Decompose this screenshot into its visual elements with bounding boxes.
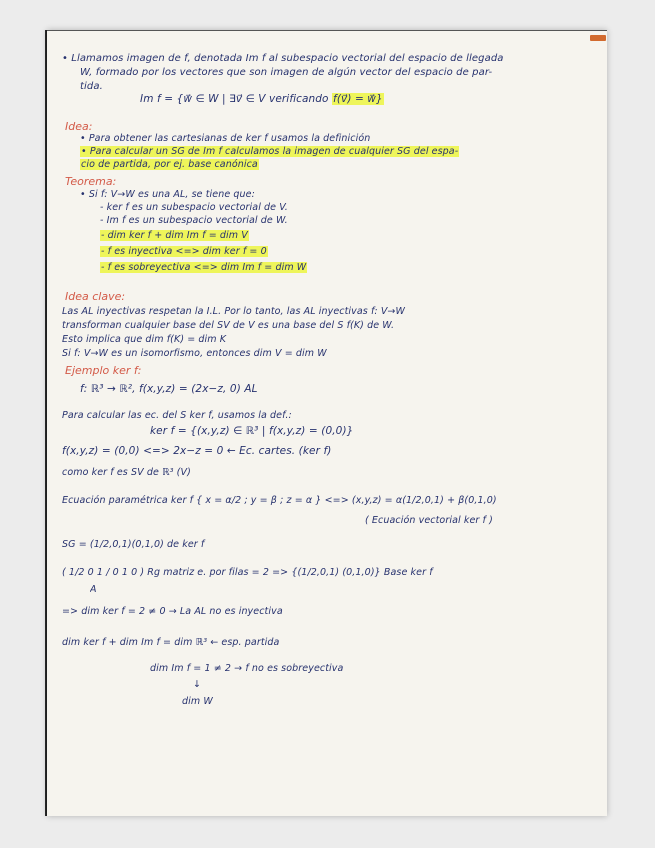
idea-clave-line-4: Si f: V→W es un isomorfismo, entonces dim V = dim W — [62, 348, 327, 359]
teorema-item-2: - Im f es un subespacio vectorial de W. — [100, 215, 288, 226]
teorema-item-5 — [100, 261, 595, 274]
down-arrow: ↓ — [193, 679, 202, 690]
teorema-item-5-highlight: - f es sobreyectiva <=> dim Im f = dim W — [101, 262, 307, 273]
intro-line-1: • Llamamos imagen de f, denotada Im f al subespacio vectorial del espacio de llegada — [62, 53, 504, 64]
teorema-item-3 — [100, 229, 595, 242]
ejemplo-line-8: SG = (1/2,0,1)(0,1,0) de ker f — [62, 539, 205, 550]
idea-line-3 — [80, 158, 595, 171]
intro-line-2: W, formado por los vectores que son imagen de algún vector del espacio de par- — [80, 67, 493, 78]
ejemplo-line-7: ( Ecuación vectorial ker f ) — [365, 515, 493, 526]
ejemplo-line-1: f: ℝ³ → ℝ², f(x,y,z) = (2x−z, 0) AL — [80, 383, 258, 395]
idea-line-3-highlight: cio de partida, por ej. base canónica — [81, 159, 258, 170]
teorema-item-4 — [100, 245, 595, 258]
im-definition — [140, 93, 595, 106]
ejemplo-line-2: Para calcular las ec. del S ker f, usamos la def.: — [62, 410, 292, 421]
ejemplo-heading: Ejemplo ker f: — [65, 364, 142, 377]
ejemplo-line-10: => dim ker f = 2 ≠ 0 → La AL no es inyectiva — [62, 606, 283, 617]
teorema-intro: • Si f: V→W es una AL, se tiene que: — [80, 189, 255, 200]
ejemplo-line-5: como ker f es SV de ℝ³ (V) — [62, 467, 191, 478]
ejemplo-line-13: dim W — [182, 696, 213, 707]
ejemplo-line-6: Ecuación paramétrica ker f { x = α/2 ; y = β ; z = α } <=> (x,y,z) = α(1/2,0,1) + β(0,1,0) — [62, 495, 497, 506]
teorema-item-4-highlight: - f es inyectiva <=> dim ker f = 0 — [101, 246, 267, 257]
orange-tab-marker — [590, 35, 606, 41]
idea-line-2-highlight: • Para calcular un SG de Im f calculamos la imagen de cualquier SG del espa- — [81, 146, 459, 157]
idea-clave-line-3: Esto implica que dim f(K) = dim K — [62, 334, 227, 345]
matrix-label: A — [90, 584, 97, 595]
idea-line-2 — [80, 145, 595, 158]
idea-clave-line-2: transforman cualquier base del SV de V es una base del S f(K) de W. — [62, 320, 395, 331]
teorema-item-1: - ker f es un subespacio vectorial de V. — [100, 202, 288, 213]
ejemplo-line-9: ( 1/2 0 1 / 0 1 0 ) Rg matriz e. por filas = 2 => {(1/2,0,1) (0,1,0)} Base ker f — [62, 567, 433, 578]
ejemplo-line-11: dim ker f + dim Im f = dim ℝ³ ← esp. partida — [62, 637, 280, 648]
idea-line-1: • Para obtener las cartesianas de ker f usamos la definición — [80, 133, 371, 144]
im-definition-text: Im f = {w⃗ ∈ W | ∃v⃗ ∈ V verificando — [140, 93, 333, 105]
intro-line-3: tida. — [80, 81, 103, 92]
ejemplo-line-12: dim Im f = 1 ≠ 2 → f no es sobreyectiva — [150, 663, 344, 674]
page-top-edge — [47, 30, 607, 31]
teorema-item-3-highlight: - dim ker f + dim Im f = dim V — [101, 230, 248, 241]
im-definition-highlight: f(v⃗) = w⃗} — [333, 93, 383, 105]
teorema-heading: Teorema: — [65, 175, 117, 188]
ejemplo-line-4: f(x,y,z) = (0,0) <=> 2x−z = 0 ← Ec. cartes. (ker f) — [62, 445, 332, 457]
idea-heading: Idea: — [65, 120, 93, 133]
idea-clave-heading: Idea clave: — [65, 290, 126, 303]
ejemplo-line-3: ker f = {(x,y,z) ∈ ℝ³ | f(x,y,z) = (0,0)} — [150, 425, 354, 437]
idea-clave-line-1: Las AL inyectivas respetan la I.L. Por lo tanto, las AL inyectivas f: V→W — [62, 306, 405, 317]
